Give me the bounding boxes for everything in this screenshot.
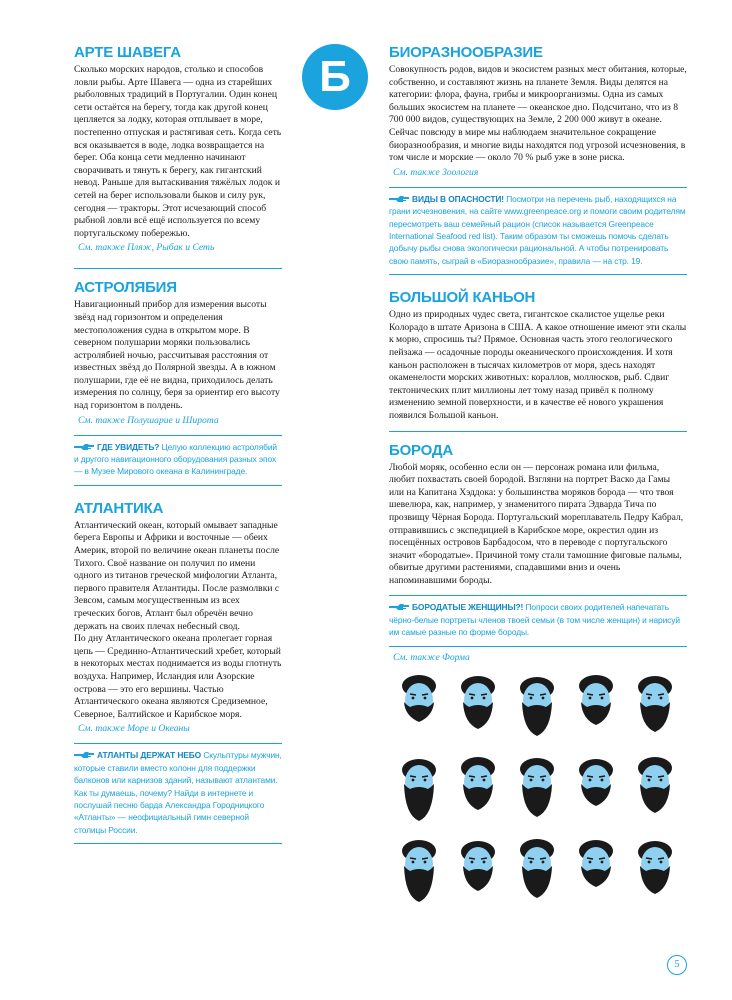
entry-atlantic bbox=[74, 500, 282, 736]
entry-title: БИОРАЗНООБРАЗИЕ bbox=[389, 44, 543, 61]
tip-text: Целую коллекцию астролябий и другого навигационного оборудования разных эпох — в Музее Мирового океана в Калининграде. bbox=[74, 441, 278, 477]
see-also-link[interactable]: См. также Пляж, Рыбак и Сеть bbox=[78, 242, 215, 254]
bearded-face-drawing bbox=[568, 834, 624, 904]
bearded-face-drawing bbox=[627, 834, 683, 904]
entry-body: Совокупность родов, видов и экосистем разных мест обитания, которые, собственно, и составляют жизнь на планете Земля. Виды делятся на категории: флора, фауна, грибы и микроорганизмы. Одна из самых больших экосистем на планете — океанское дно. Подсчитано, что из 8 700 000 видов, существующих на Земле, 2 200 000 живут в океане. Сейчас повсюду в мире мы наблюдаем значительное сокращение биоразнообразия, и многие виды находятся под угрозой исчезновения, в том числе и морские — около 70 % рыб уже в зоне риска. bbox=[389, 64, 687, 164]
pointing-hand-icon bbox=[74, 443, 94, 451]
see-also-link[interactable]: См. также Полушарие и Широта bbox=[78, 414, 219, 426]
tip-where-to-see bbox=[74, 436, 282, 486]
bearded-face-drawing bbox=[450, 752, 506, 822]
section-letter-badge: Б bbox=[302, 44, 368, 110]
bearded-face-drawing bbox=[391, 670, 447, 740]
entry-biodiversity bbox=[389, 44, 687, 179]
tip-heading: БОРОДАТЫЕ ЖЕНЩИНЫ?! bbox=[412, 602, 524, 613]
divider bbox=[74, 268, 282, 269]
bearded-face-drawing bbox=[509, 752, 565, 822]
tip-endangered-species bbox=[389, 188, 687, 275]
bearded-face-drawing bbox=[627, 670, 683, 740]
entry-grand-canyon bbox=[389, 289, 687, 422]
bearded-face-drawing bbox=[391, 834, 447, 904]
tip-heading: ГДЕ УВИДЕТЬ? bbox=[97, 441, 160, 452]
see-also-link[interactable]: См. также Море и Океаны bbox=[78, 723, 190, 735]
bearded-face-drawing bbox=[568, 670, 624, 740]
entry-astrolabe bbox=[74, 279, 282, 426]
bearded-portraits-illustration bbox=[389, 668, 687, 918]
pointing-hand-icon bbox=[74, 751, 94, 759]
tip-text: Попроси своих родителей напечатать чёрно-белые портреты членов твоей семьи (в том числе женщин) и нарисуй им самые разные по форме бороды. bbox=[389, 602, 680, 638]
left-column bbox=[74, 44, 282, 858]
right-column bbox=[389, 44, 687, 918]
tip-heading: ВИДЫ В ОПАСНОСТИ! bbox=[412, 193, 504, 204]
entry-title: АТЛАНТИКА bbox=[74, 499, 164, 517]
bearded-face-drawing bbox=[450, 670, 506, 740]
pointing-hand-icon bbox=[389, 603, 409, 611]
bearded-face-drawing bbox=[627, 752, 683, 822]
bearded-face-drawing bbox=[509, 834, 565, 904]
divider bbox=[389, 431, 687, 432]
bearded-face-drawing bbox=[450, 834, 506, 904]
entry-body: Навигационный прибор для измерения высоты звёзд над горизонтом и определения местоположения судна в открытом море. В северном полушарии моряки пользовались астролябией ночью, рассчитывая расстояния от известных звёзд до Полярной звезды. А в южном полушарии, где её не видна, приходилось делать измерения по солнцу, беря за ориентир его высоту над горизонтом в полдень. bbox=[74, 299, 280, 412]
entry-title: АРТЕ ШАВЕГА bbox=[74, 44, 181, 61]
see-also-link[interactable]: См. также Зоология bbox=[393, 166, 479, 178]
entry-beard bbox=[389, 442, 687, 588]
tip-bearded-women bbox=[389, 596, 687, 646]
entry-title: БОРОДА bbox=[389, 441, 454, 459]
entry-body: Сколько морских народов, столько и способов ловли рыбы. Арте Шавега — одна из старейших рыболовных традиций в Португалии. Один конец сети остаётся на берегу, тогда как другой конец цепляется за лодку, которая отплывает в море, постепенно отпуская и растягивая сеть. Когда сеть вся оказывается в воде, лодка возвращается на берег. Оба конца сети медленно начинают сворачивать и тянуть к берегу, как гигантский невод. Раньше для вытаскивания тяжёлых лодок и сетей на берег использовали быков и силу рук, сегодня — тракторы. Этот исчезающий способ рыбной ловли всё ещё используется по всему португальскому побережью. bbox=[74, 64, 282, 239]
page-number: 5 bbox=[667, 955, 687, 975]
entry-body: Любой моряк, особенно если он — персонаж романа или фильма, любит похвастать своей бородой. Взгляни на портрет Васко да Гамы или на Капитана Хэддока: у большинства моряков борода — что твоя шевелюра, как, например, у знаменитого пирата Эдварда Тича по прозвищу Чёрная Борода. Португальский мореплаватель Педру Кабрал, отправившись с экспедицией в Карибское море, окрестил один из посещённых островов Барбадосом, что в переводе с португальского значит «бородатые». Причиной тому стали тамошние фиговые пальмы, обвитые другими растениями, спадавшими вниз и очень напоминавшими бороды. bbox=[389, 461, 684, 586]
tip-text: Скульптуры мужчин, которые ставили вместо колонн для поддержки балконов или карнизов зданий, называют атлантами. Как ты думаешь, почему? Найди в интернете и послушай песню барда Александра Городницкого «Атланты» — неофициальный гимн северной столицы России. bbox=[74, 750, 282, 835]
bearded-face-drawing bbox=[509, 670, 565, 740]
tip-atlantes bbox=[74, 744, 282, 844]
bearded-face-drawing bbox=[391, 752, 447, 822]
tip-heading: АТЛАНТЫ ДЕРЖАТ НЕБО bbox=[97, 750, 202, 761]
bearded-face-drawing bbox=[568, 752, 624, 822]
entry-title: БОЛЬШОЙ КАНЬОН bbox=[389, 289, 536, 307]
see-also-link[interactable]: См. также Форма bbox=[393, 651, 470, 663]
entry-body: По дну Атлантического океана пролегает горная цепь — Срединно-Атлантический хребет, который в некоторых местах поднимается из воды глотнуть воздуха. Например, Исландия или Азорские острова — это его вершины. Частью Атлантического океана являются Средиземное, Северное, Балтийское и Карибское моря. bbox=[74, 633, 282, 720]
pointing-hand-icon bbox=[389, 195, 409, 203]
tip-text: Посмотри на перечень рыб, находящихся на грани исчезновения, на сайте www.greenpeace.org и помоги своим родителям пересмотреть ваш семейный рацион (список называется Greenpeace International Seafood red list). Таким образом ты сможешь помочь сделать добычу рыбы снова экологически рациональной. А чтобы потренировать свою память, сыграй в «Биоразнообразие», правила — на стр. 19. bbox=[389, 193, 686, 266]
entry-body: Одно из природных чудес света, гигантское скалистое ущелье реки Колорадо в штате Аризона в США. А какое отношение имеют эти скалы к морю, спросишь ты? Прямое. Основная часть этого геологического пейзажа — осадочные породы океанического происхождения. И хотя каньон расположен в тысячах километров от моря, здесь находят окаменелости морских животных: кораллов, моллюсков, рыб. Сдвиг тектонических плит миллионы лет тому назад привёл к полному изменению земной поверхности, и в качестве её нового украшения появился Большой каньон. bbox=[389, 309, 687, 421]
entry-title: АСТРОЛЯБИЯ bbox=[74, 279, 177, 297]
entry-arte-shavega bbox=[74, 44, 282, 254]
entry-body: Атлантический океан, который омывает западные берега Европы и Африки и восточные — обеих Америк, второй по величине океан планеты после Тихого. Своё название он получил по имени одного из титанов греческой мифологии Атланта, первого правителя Атлантиды. После размолвки с Зевсом, самым могущественным из всех греческих богов, Атлант был обречён вечно держать на своих плечах небесный свод. bbox=[74, 519, 280, 632]
